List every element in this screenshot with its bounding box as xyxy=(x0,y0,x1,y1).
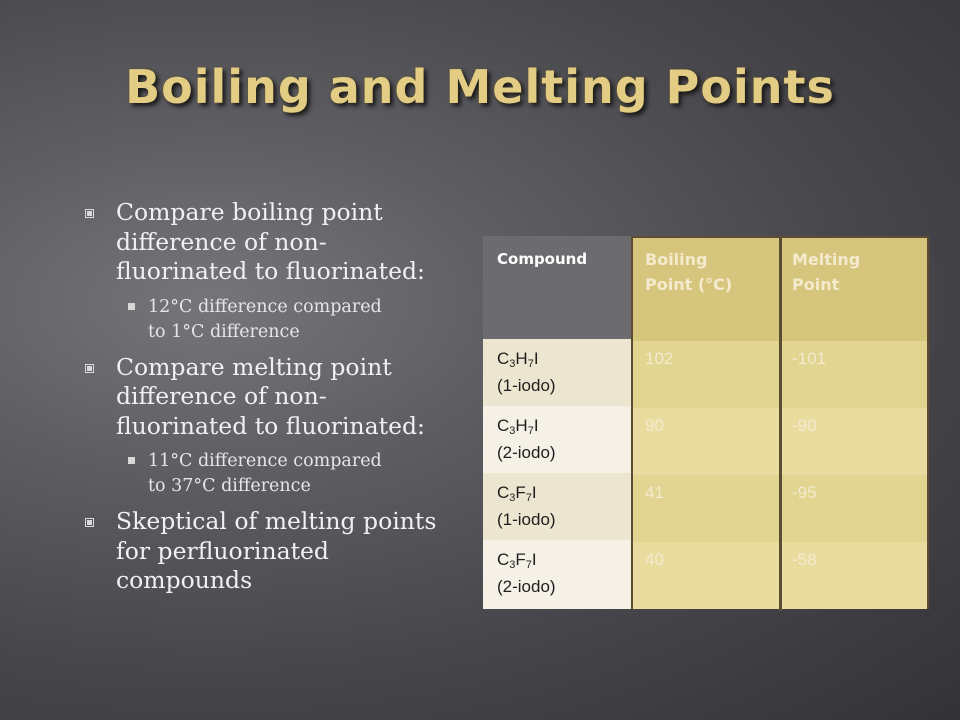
square-subbullet-icon xyxy=(128,303,135,310)
bullet-line: difference of non- xyxy=(116,227,327,256)
cell-bp-3: 41 xyxy=(645,483,664,502)
cell-mp-2: -90 xyxy=(792,416,817,435)
isomer-label: (1-iodo) xyxy=(497,376,556,395)
bullet-list xyxy=(70,198,470,604)
formula: $C_3F_7I$ xyxy=(497,550,537,571)
bullet-line: difference of non- xyxy=(116,382,327,410)
cell-mp-1: -101 xyxy=(792,349,827,368)
bullet-boiling xyxy=(70,198,470,287)
formula: $C_3F_7I$ xyxy=(497,483,537,504)
square-bullet-icon xyxy=(85,518,94,527)
header-compound-label: Compound xyxy=(497,250,588,268)
isomer-label: (2-iodo) xyxy=(497,443,556,462)
bullet-line: 11°C difference compared xyxy=(148,451,382,471)
bullet-line: to 37°C difference xyxy=(148,476,311,496)
table-row-1-compound xyxy=(483,339,631,406)
square-bullet-icon xyxy=(85,364,94,373)
bullet-line: Compare melting point xyxy=(116,352,392,381)
table-row-4-compound xyxy=(483,540,631,609)
bullet-line: fluorinated to fluorinated: xyxy=(116,411,425,440)
square-bullet-icon xyxy=(85,209,94,218)
header-compound xyxy=(483,236,631,339)
header-melting-label: Melting Point xyxy=(792,250,861,294)
highlight-box xyxy=(631,236,929,609)
cell-mp-3: -95 xyxy=(792,483,817,502)
bullet-line: fluorinated to fluorinated: xyxy=(116,257,425,285)
column-divider xyxy=(779,238,782,611)
table-row-3-compound xyxy=(483,473,631,540)
formula: $C_3H_7I$ xyxy=(497,416,539,437)
cell-mp-4: -58 xyxy=(792,550,817,569)
bullet-line: 12°C difference compared xyxy=(148,296,382,317)
compound-column xyxy=(483,236,631,609)
cell-bp-1: 102 xyxy=(645,349,674,368)
bullet-line: to 1°C difference xyxy=(148,321,300,342)
subbullet-melting-diff xyxy=(70,449,470,499)
table-row-2-compound xyxy=(483,406,631,473)
subbullet-boiling-diff xyxy=(70,295,470,345)
bullet-line: compounds xyxy=(116,566,253,594)
data-table xyxy=(483,236,929,609)
header-boiling-label: Boiling Point (°C) xyxy=(645,250,733,294)
cell-bp-4: 40 xyxy=(645,550,664,569)
bullet-line: for perfluorinated xyxy=(116,536,329,565)
formula: $C_3H_7I$ xyxy=(497,349,539,370)
slide-title: Boiling and Melting Points xyxy=(125,60,835,114)
isomer-label: (2-iodo) xyxy=(497,577,556,596)
bullet-line: Skeptical of melting points xyxy=(116,507,437,535)
cell-bp-2: 90 xyxy=(645,416,664,435)
isomer-label: (1-iodo) xyxy=(497,510,556,529)
bullet-skeptical xyxy=(70,507,470,596)
bullet-melting xyxy=(70,353,470,442)
bullet-line: Compare boiling point xyxy=(116,198,383,226)
square-subbullet-icon xyxy=(128,457,135,464)
